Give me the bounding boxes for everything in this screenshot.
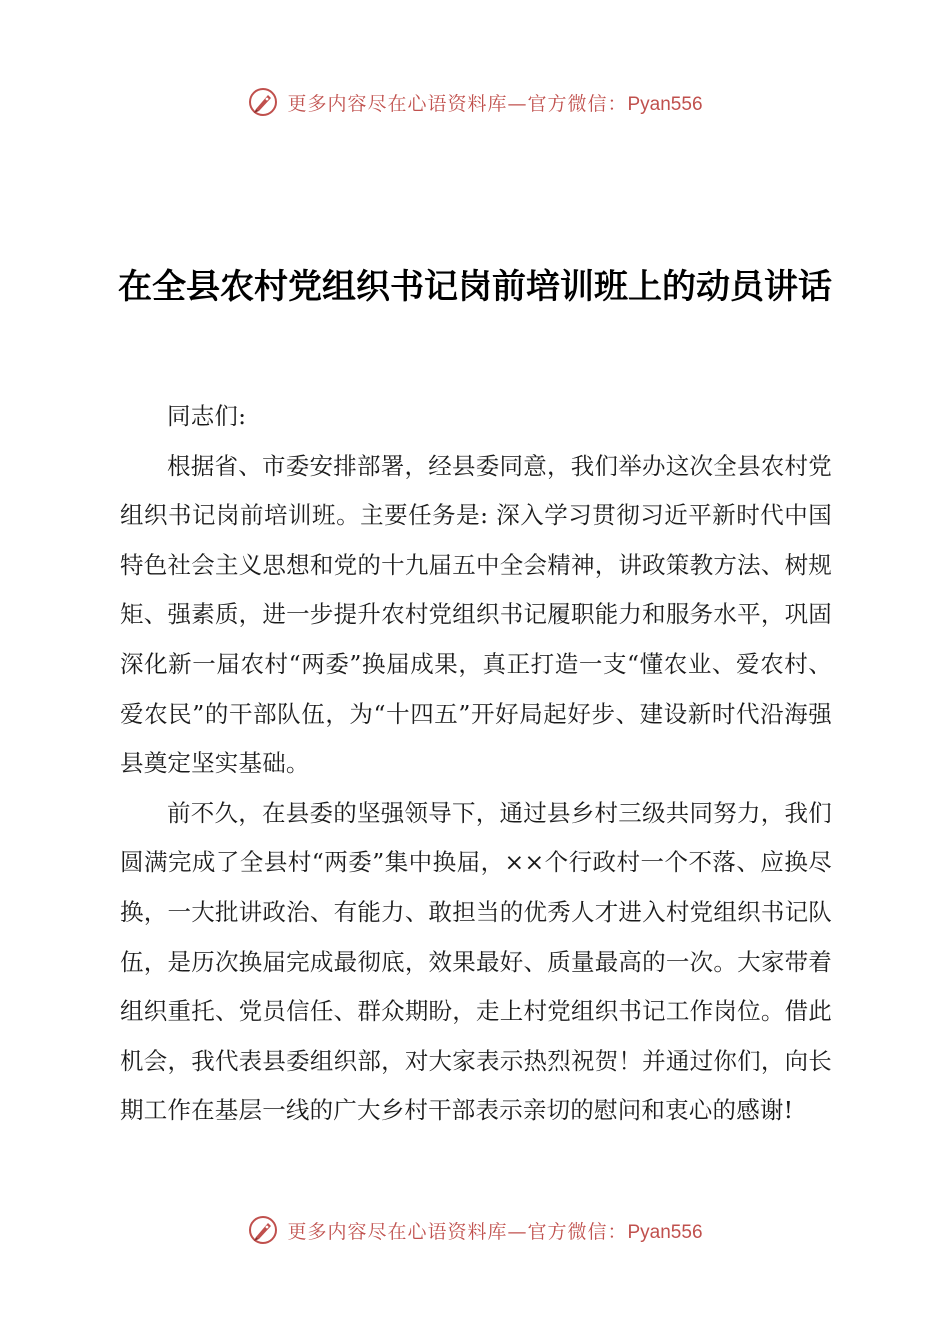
watermark-text: 更多内容尽在心语资料库—官方微信：Pyan556 <box>287 92 703 115</box>
watermark-wechat-id: Pyan556 <box>627 93 703 115</box>
footer-watermark <box>0 1210 950 1250</box>
watermark-text: 更多内容尽在心语资料库—官方微信：Pyan556 <box>287 1220 703 1243</box>
document-title: 在全县农村党组织书记岗前培训班上的动员讲话 <box>118 267 832 307</box>
watermark-wechat-id: Pyan556 <box>627 1221 703 1243</box>
salutation: 同志们: <box>167 402 247 430</box>
paragraph-1: 根据省、市委安排部署，经县委同意，我们举办这次全县农村党组织书记岗前培训班。主要任务是: 深入学习贯彻习近平新时代中国特色社会主义思想和党的十九届五中全会精神，讲政策教方法、树规矩、强素质，进一步提升农村党组织书记履职能力和服务水平，巩固深化新一届农村“两委”换届成果，真正打造一支“懂农业、爱农村、爱农民”的干部队伍，为“十四五”开好局起好步、建设新时代沿海强县奠定坚实基础。 <box>120 451 832 778</box>
paragraph-2: 前不久，在县委的坚强领导下，通过县乡村三级共同努力，我们圆满完成了全县村“两委”集中换届，××个行政村一个不落、应换尽换，一大批讲政治、有能力、敢担当的优秀人才进入村党组织书记队伍，是历次换届完成最彻底，效果最好、质量最高的一次。大家带着组织重托、党员信任、群众期盼，走上村党组织书记工作岗位。借此机会，我代表县委组织部，对大家表示热烈祝贺！并通过你们，向长期工作在基层一线的广大乡村干部表示亲切的慰问和衷心的感谢! <box>120 798 832 1125</box>
document-body <box>120 392 832 1136</box>
header-watermark <box>0 82 950 122</box>
pen-nib-icon <box>247 1214 279 1246</box>
pen-nib-icon <box>247 86 279 118</box>
